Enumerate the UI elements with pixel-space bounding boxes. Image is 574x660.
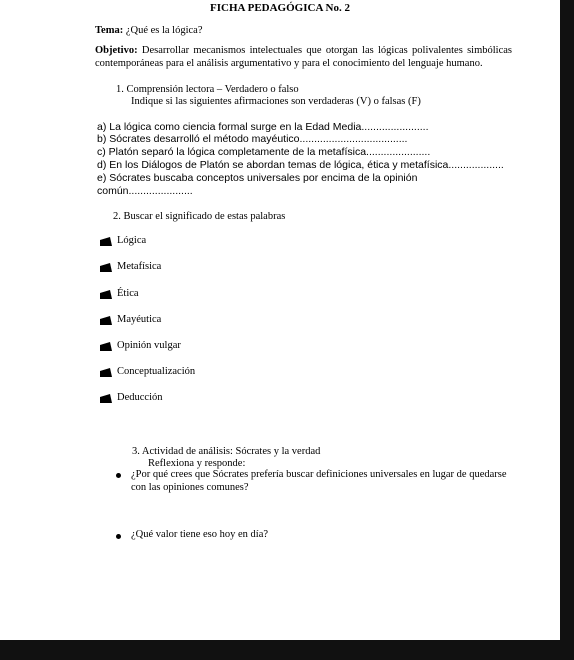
document-title: FICHA PEDAGÓGICA No. 2	[210, 2, 350, 14]
word-item: Conceptualización	[117, 366, 196, 377]
objetivo-paragraph	[95, 44, 512, 70]
word-item: Opinión vulgar	[117, 340, 181, 351]
question-2: ¿Qué valor tiene eso hoy en día?	[131, 529, 269, 540]
square-bullet-icon	[100, 368, 112, 377]
square-bullet-icon	[100, 237, 112, 246]
tema-label: Tema:	[95, 25, 124, 36]
statement-d: d) En los Diálogos de Platón se abordan temas de lógica, ética y metafísica...................	[97, 159, 504, 171]
word-item: Deducción	[117, 392, 163, 403]
statement-e-continued: común......................	[97, 185, 193, 197]
viewer-border-bottom	[0, 640, 574, 660]
square-bullet-icon	[100, 263, 112, 272]
square-bullet-icon	[100, 290, 112, 299]
tema-line	[95, 25, 203, 36]
section3-heading: 3. Actividad de análisis: Sócrates y la verdad	[132, 446, 321, 457]
square-bullet-icon	[100, 394, 112, 403]
word-item: Lógica	[117, 235, 147, 246]
question-1-line2: con las opiniones comunes?	[131, 482, 249, 493]
statement-b: b) Sócrates desarrolló el método mayéutico.....................................	[97, 133, 408, 145]
bullet-dot-icon	[116, 473, 121, 478]
bullet-dot-icon	[116, 534, 121, 539]
statement-c: c) Platón separó la lógica completamente de la metafísica......................	[97, 146, 431, 158]
section1-heading: 1. Comprensión lectora – Verdadero o falso	[116, 84, 299, 95]
statement-e: e) Sócrates buscaba conceptos universales por encima de la opinión	[97, 172, 418, 184]
word-item: Mayéutica	[117, 314, 162, 325]
square-bullet-icon	[100, 342, 112, 351]
section3-instruction: Reflexiona y responde:	[148, 458, 246, 469]
section2-heading: 2. Buscar el significado de estas palabras	[113, 211, 286, 222]
statement-a: a) La lógica como ciencia formal surge en la Edad Media.......................	[97, 121, 429, 133]
word-item: Metafísica	[117, 261, 162, 272]
objetivo-label: Objetivo:	[95, 45, 138, 56]
square-bullet-icon	[100, 316, 112, 325]
viewer-border-right	[560, 0, 574, 660]
section1-instruction: Indique si las siguientes afirmaciones son verdaderas (V) o falsas (F)	[131, 96, 421, 107]
word-item: Ética	[117, 288, 139, 299]
objetivo-text: Desarrollar mecanismos intelectuales que otorgan las lógicas polivalentes simbólicas contemporáneas para el análisis argumentativo y para el conocimiento del lenguaje humano.	[95, 45, 513, 69]
question-1-line1: ¿Por qué crees que Sócrates prefería buscar definiciones universales en lugar de quedarse	[131, 469, 507, 480]
tema-value: ¿Qué es la lógica?	[125, 25, 203, 36]
